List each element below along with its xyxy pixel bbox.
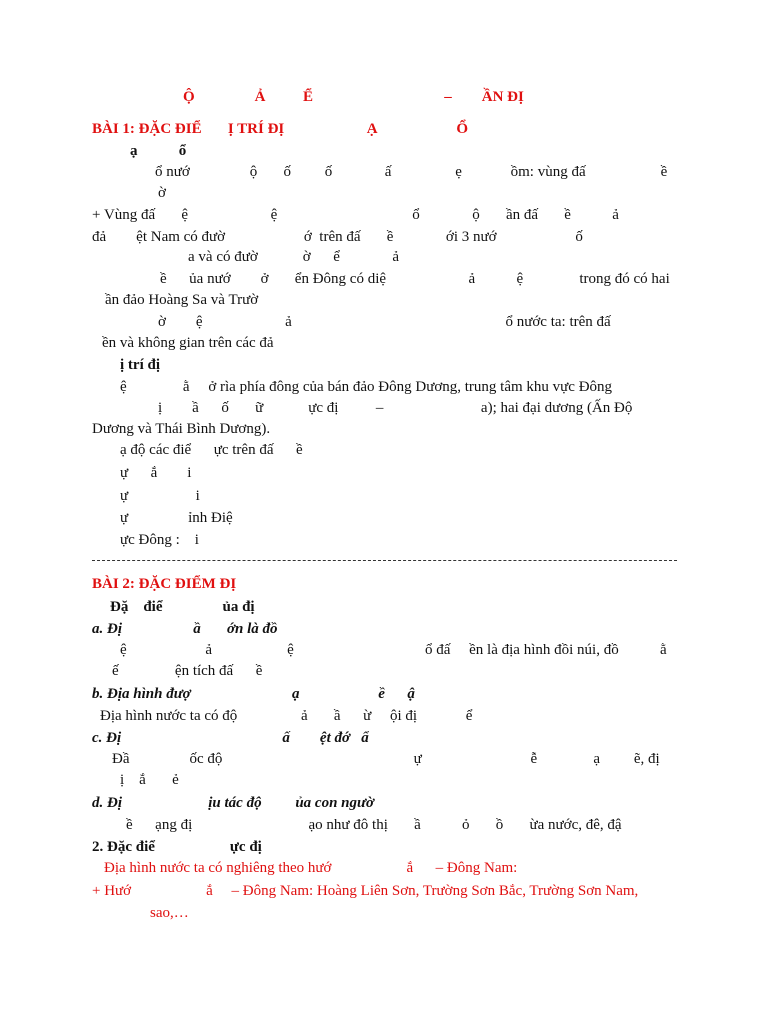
lesson-2-title: BÀI 2: ĐẶC ĐIỂM ĐỊ [92,576,237,592]
lesson-1-paragraph-3-line-2: ần đảo Hoàng Sa và Trườ [105,292,259,308]
document-title: Ộ Ả Ể – ẦN ĐỊ [183,89,524,105]
lesson-1-paragraph-2-line-3: a và có đườ ờ ể ả [188,249,400,265]
lesson-2-red-line-1: Địa hình nước ta có nghiêng theo hướ ắ – Đông Nam: [104,860,518,876]
lesson-1-coordinate-4: ực Đông : i [120,532,199,548]
lesson-2-heading-b: b. Địa hình đượ ạ ề ậ [92,686,415,702]
lesson-2-c-line-2: ị ắ ẻ [120,772,179,788]
lesson-2-subheading-1: Đặ điể ủa đị [110,599,255,615]
lesson-2-heading-a: a. Đị ầ ớn là đồ [92,621,278,637]
lesson-1-coordinate-1: ự ắ i [120,465,192,481]
lesson-1-paragraph-1-line-2: ờ [158,185,166,201]
lesson-1-subheading-2: ị trí đị [120,357,160,373]
lesson-1-coordinate-2: ự i [120,488,200,504]
lesson-1-paragraph-5-line-2: ị ầ ố ữ ực đị – a); hai đại dương (Ấn Độ [158,400,633,416]
lesson-1-subheading-1: ạ ổ [130,143,187,159]
lesson-1-title: BÀI 1: ĐẶC ĐIỂ Ị TRÍ ĐỊ Ạ Ổ [92,121,469,137]
lesson-1-paragraph-3-line-1: ề ủa nướ ở ển Đông có diệ ả ệ trong đó có hai [160,271,670,287]
lesson-1-paragraph-2-line-2: đả ệt Nam có đườ ớ trên đấ ề ới 3 nướ ố [92,229,583,245]
lesson-2-heading-d: d. Đị ịu tác độ ủa con ngườ [92,795,375,811]
lesson-1-coordinate-3: ự ỉnh Điệ [120,510,233,526]
lesson-1-paragraph-1-line-1: ổ nướ ộ ố ố ấ ẹ ồm: vùng đấ ề [155,164,668,180]
lesson-2-a-line-1: ệ ả ệ ổ đấ ền là địa hình đồi núi, đồ ằ [120,642,667,658]
lesson-1-paragraph-2-line-1: + Vùng đấ ệ ệ ổ ộ ần đấ ề ả [92,207,619,223]
lesson-1-paragraph-4-line-2: ền và không gian trên các đả [102,335,274,351]
lesson-2-red-line-2: + Hướ ắ – Đông Nam: Hoàng Liên Sơn, Trường Sơn Bắc, Trường Sơn Nam, [92,883,639,899]
lesson-2-section-2-heading: 2. Đặc điể ực đị [92,839,262,855]
lesson-2-a-line-2: ế ện tích đấ ề [112,663,263,679]
section-divider [92,560,677,561]
lesson-2-b-line-1: Địa hình nước ta có độ ả ầ ừ ội đị ể [100,708,473,724]
lesson-2-d-line-1: ề ạng đị ạo như đô thị ầ ỏ ồ ừa nước, đê, đậ [126,817,622,833]
lesson-1-paragraph-5-line-3: Dương và Thái Bình Dương). [92,421,271,437]
lesson-2-red-line-3: sao,… [150,905,189,921]
lesson-2-heading-c: c. Đị ấ ệt đớ ẩ [92,730,369,746]
lesson-2-c-line-1: Đầ ốc độ ự ễ ạ ẽ, đị [112,751,660,767]
lesson-1-paragraph-5-line-1: ệ ằ ở rìa phía đông của bán đảo Đông Dương, trung tâm khu vực Đông [120,379,613,395]
lesson-1-paragraph-4-line-1: ờ ệ ả ổ nước ta: trên đấ [158,314,611,330]
lesson-1-coordinates-intro: ạ độ các điể ực trên đấ ề [120,442,303,458]
